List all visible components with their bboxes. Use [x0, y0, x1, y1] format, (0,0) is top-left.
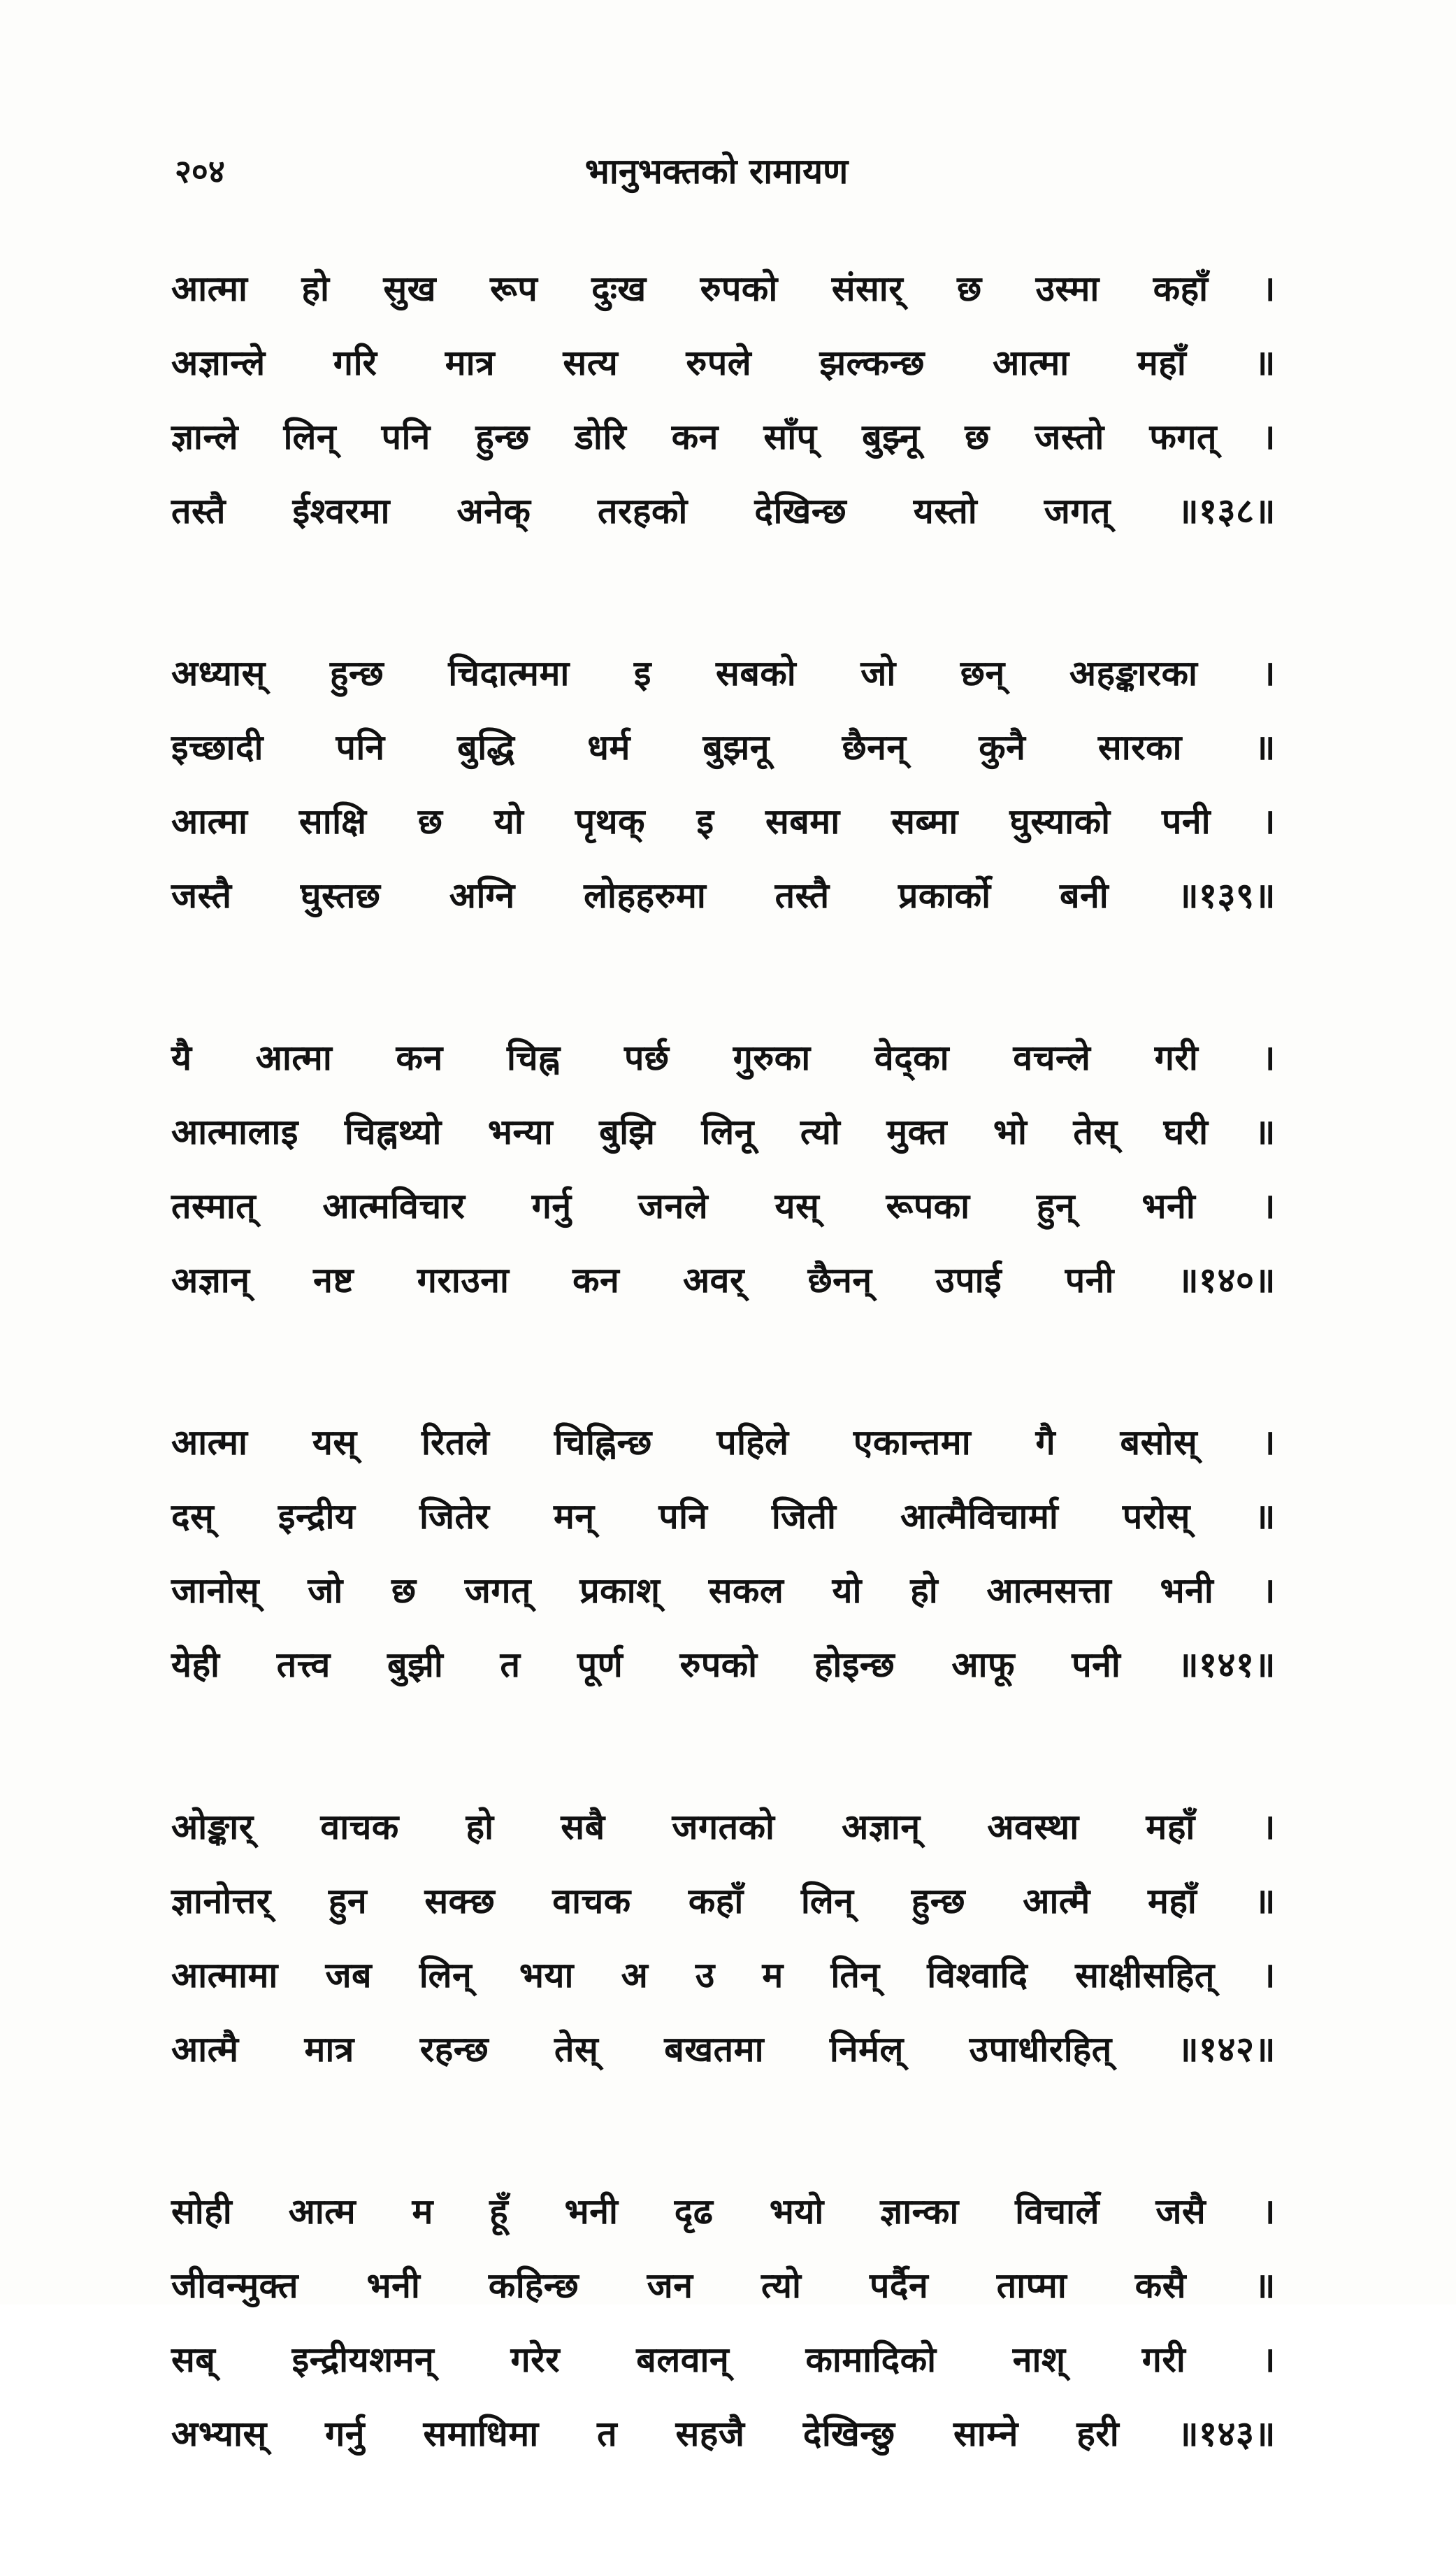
- verse-line: आत्मा यस् रितले चिह्निन्छ पहिले एकान्तमा गै बसोस् ।: [171, 1422, 1276, 1463]
- verse-140: [171, 1021, 1276, 1317]
- verse-line: सोही आत्म म हूँ भनी दृढ भयो ज्ञान्का विचार्ले जसै ।: [171, 2191, 1276, 2232]
- verse-line: अभ्यास् गर्नु समाधिमा त सहजै देखिन्छु साम्ने हरी ॥१४३॥: [171, 2414, 1276, 2454]
- page-number: २०४: [175, 152, 225, 190]
- verse-line: तस्मात् आत्मविचार गर्नु जनले यस् रूपका हुन् भनी ।: [171, 1186, 1276, 1226]
- verse-line: आत्मा साक्षि छ यो पृथक् इ सबमा सब्मा घुस्याको पनी ।: [171, 801, 1276, 842]
- verse-line: जस्तै घुस्तछ अग्नि लोहहरुमा तस्तै प्रकार्को बनी ॥१३९॥: [171, 875, 1276, 916]
- verse-line: ज्ञानोत्तर् हुन सक्छ वाचक कहाँ लिन् हुन्छ आत्मै महाँ ॥: [171, 1881, 1276, 1921]
- verse-141: [171, 1405, 1276, 1702]
- verse-line: आत्मै मात्र रहन्छ तेस् बखतमा निर्मल् उपाधीरहित् ॥१४२॥: [171, 2029, 1276, 2070]
- verse-line: येही तत्त्व बुझी त पूर्ण रुपको होइन्छ आफू पनी ॥१४१॥: [171, 1644, 1276, 1685]
- verse-line: यै आत्मा कन चिह्न पर्छ गुरुका वेद्का वचन्ले गरी ।: [171, 1038, 1276, 1078]
- verse-line: दस् इन्द्रीय जितेर मन् पनि जिती आत्मैविचार्मा परोस् ॥: [171, 1496, 1276, 1537]
- verse-143: [171, 2174, 1276, 2471]
- verse-142: [171, 1790, 1276, 2086]
- verse-list: [171, 252, 1276, 2559]
- verse-line: आत्मालाइ चिह्नथ्यो भन्या बुझि लिनू त्यो मुक्त भो तेस् घरी ॥: [171, 1112, 1276, 1152]
- verse-139: [171, 636, 1276, 933]
- verse-line: ओङ्कार् वाचक हो सबै जगतको अज्ञान् अवस्था महाँ ।: [171, 1807, 1276, 1847]
- running-title: भानुभक्तको रामायण: [584, 151, 849, 192]
- verse-line: जानोस् जो छ जगत् प्रकाश् सकल यो हो आत्मसत्ता भनी ।: [171, 1570, 1276, 1611]
- verse-line: अज्ञान्ले गरि मात्र सत्य रुपले झल्कन्छ आत्मा महाँ ॥: [171, 343, 1276, 383]
- verse-line: अज्ञान् नष्ट गराउना कन अवर् छैनन् उपाई पनी ॥१४०॥: [171, 1260, 1276, 1300]
- page-header: [175, 143, 1258, 199]
- verse-line: आत्मा हो सुख रूप दुःख रुपको संसार् छ उस्मा कहाँ ।: [171, 268, 1276, 309]
- verse-line: तस्तै ईश्वरमा अनेक् तरहको देखिन्छ यस्तो जगत् ॥१३८॥: [171, 491, 1276, 531]
- verse-line: इच्छादी पनि बुद्धि धर्म बुझनू छैनन् कुनै सारका ॥: [171, 727, 1276, 768]
- verse-line: जीवन्मुक्त भनी कहिन्छ जन त्यो पर्दैन ताप्मा कसै ॥: [171, 2265, 1276, 2306]
- verse-line: ज्ञान्ले लिन् पनि हुन्छ डोरि कन साँप् बुझ्नू छ जस्तो फगत् ।: [171, 417, 1276, 457]
- verse-line: सब् इन्द्रीयशमन् गरेर बलवान् कामादिको नाश् गरी ।: [171, 2339, 1276, 2380]
- verse-138: [171, 252, 1276, 548]
- verse-line: आत्मामा जब लिन् भया अ उ म तिन् विश्वादि साक्षीसहित् ।: [171, 1955, 1276, 1995]
- verse-line: अध्यास् हुन्छ चिदात्ममा इ सबको जो छन् अहङ्कारका ।: [171, 653, 1276, 694]
